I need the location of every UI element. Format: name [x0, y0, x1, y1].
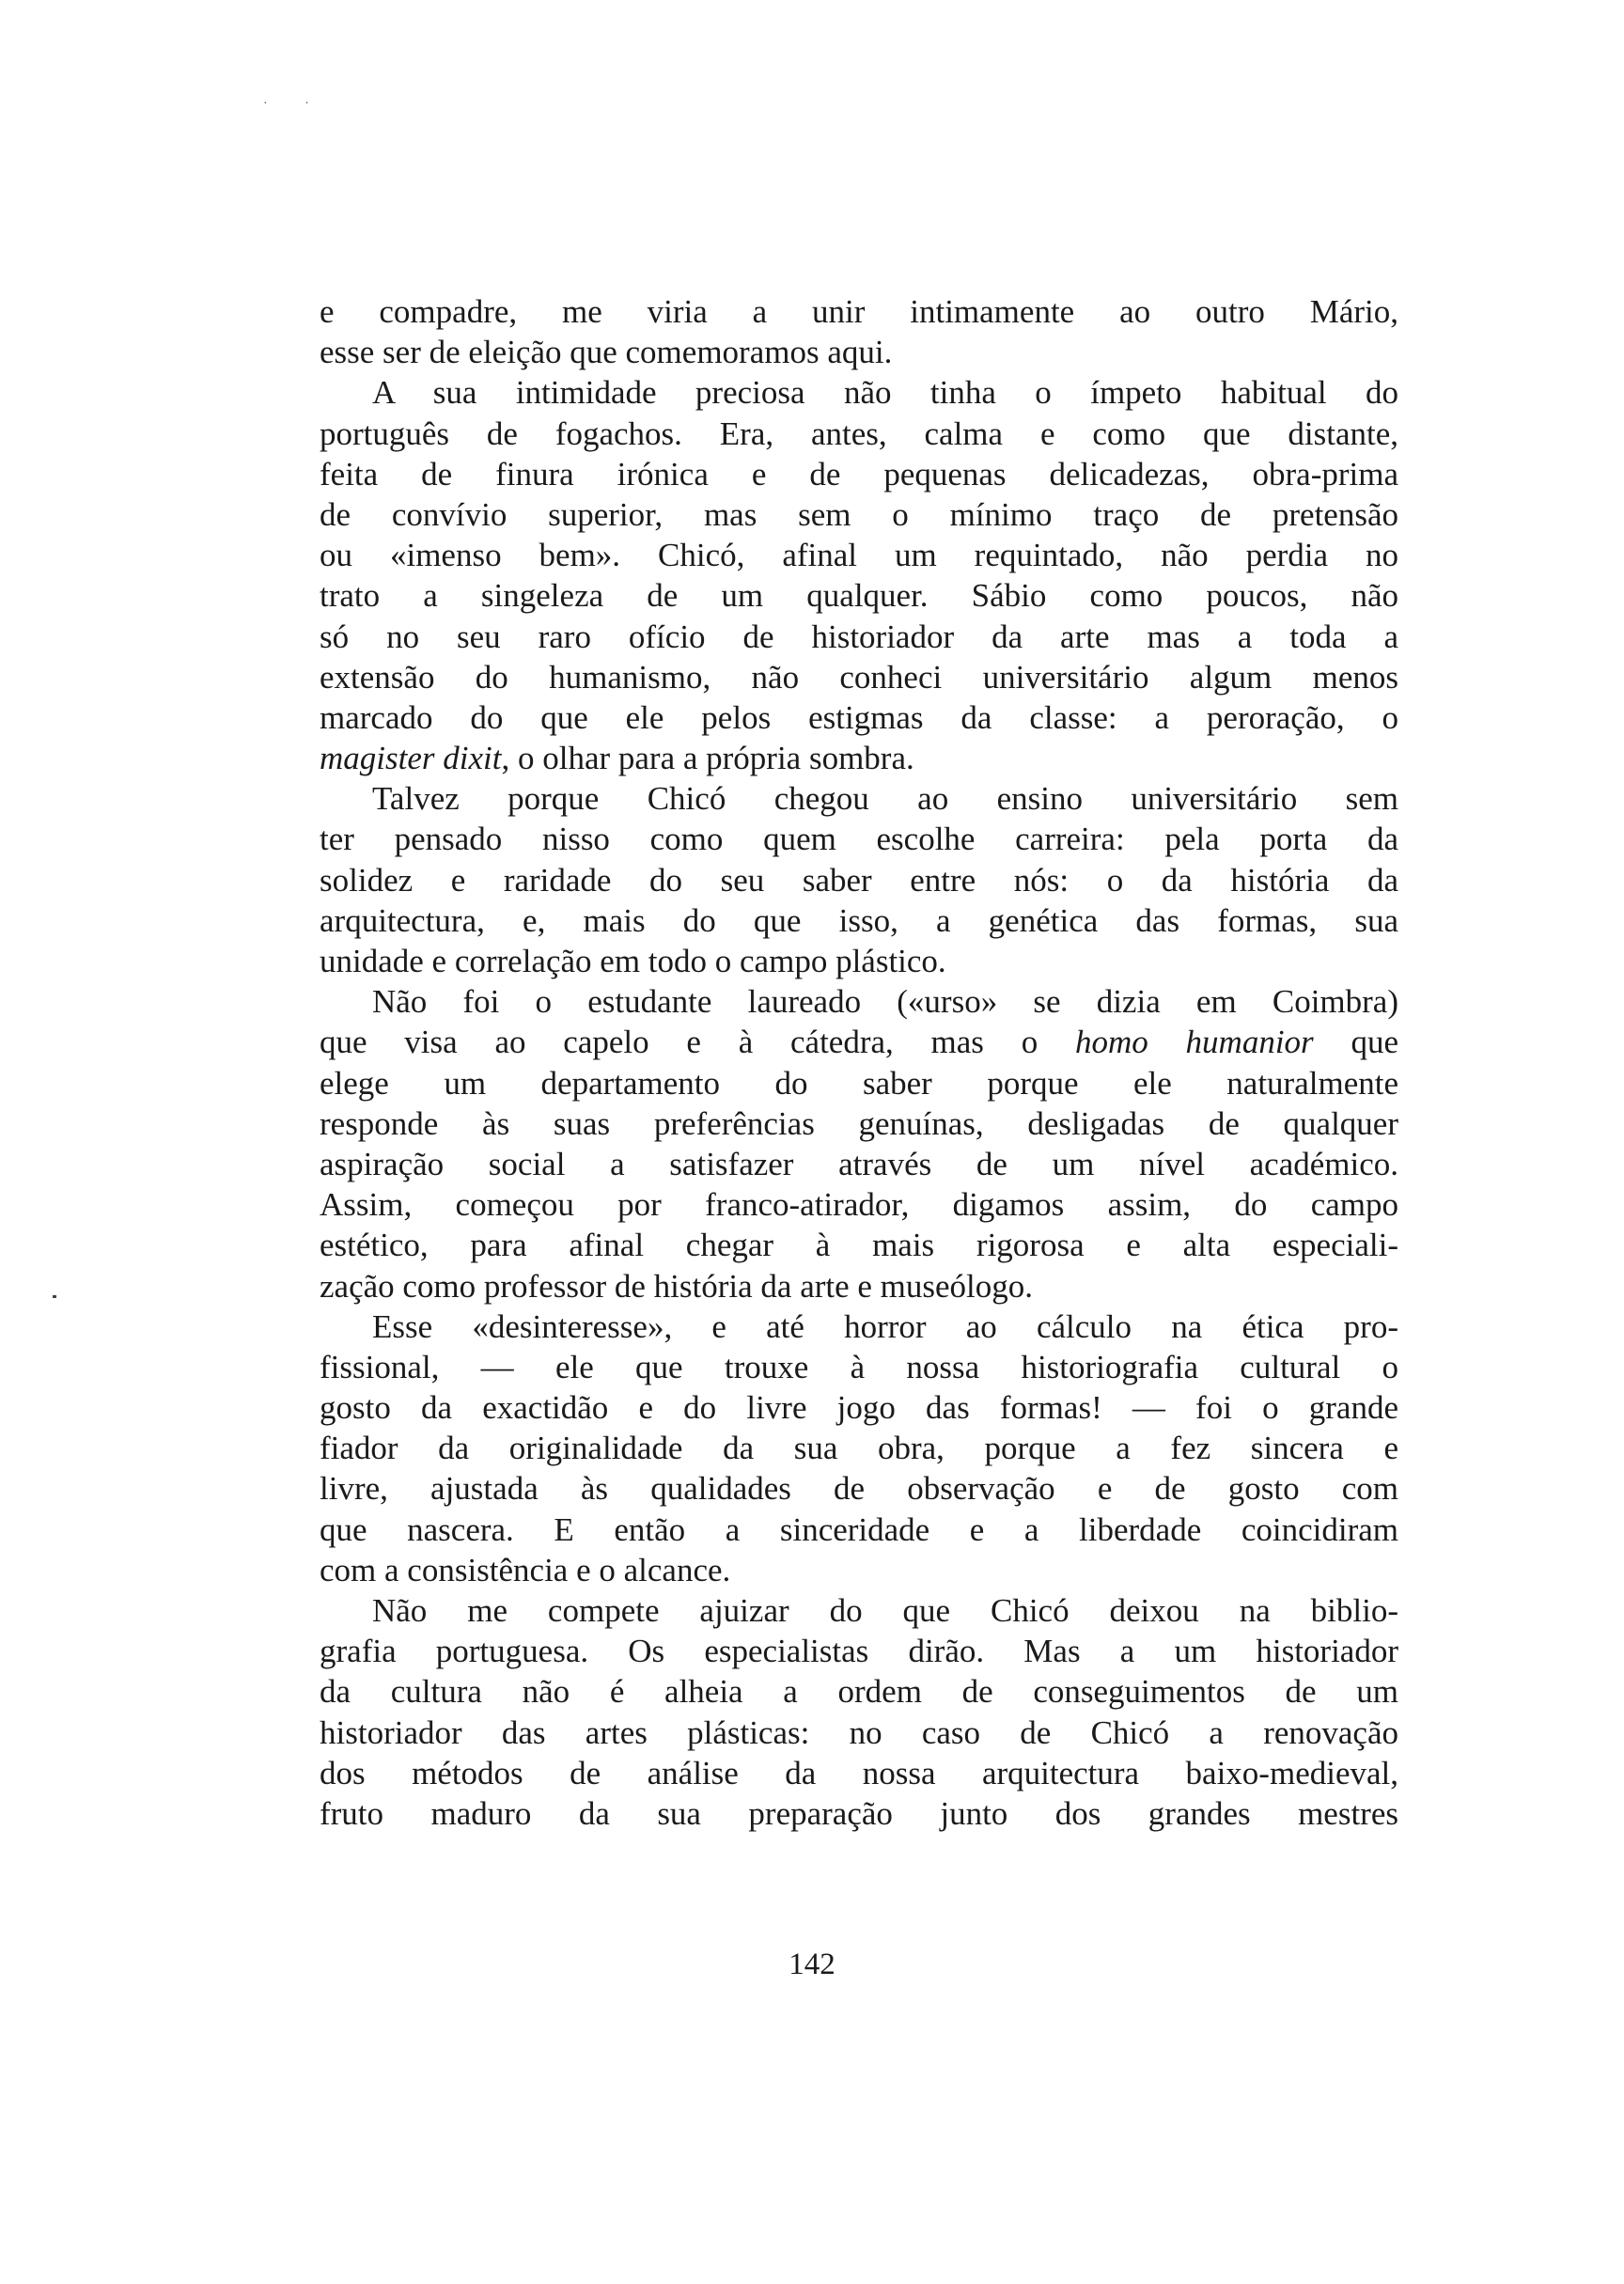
text-line	[320, 981, 1398, 1022]
text-line	[320, 1387, 1398, 1428]
text-line	[320, 617, 1398, 657]
text-line	[320, 900, 1398, 941]
text-run: responde às suas preferências genuínas, desligadas de qualquer	[320, 1104, 1398, 1142]
text-line	[320, 494, 1398, 535]
text-line	[320, 860, 1398, 900]
text-run: ou «imenso bem». Chicó, afinal um requintado, não perdia no	[320, 537, 1398, 574]
text-run: fiador da originalidade da sua obra, porque a fez sincera e	[320, 1430, 1398, 1467]
text-line	[320, 1063, 1398, 1103]
text-run: livre, ajustada às qualidades de observação e de gosto com	[320, 1470, 1398, 1508]
text-line	[320, 1266, 1398, 1306]
text-line	[320, 941, 1398, 981]
text-run: feita de finura irónica e de pequenas delicadezas, obra-prima	[320, 455, 1398, 493]
text-line	[320, 1103, 1398, 1144]
text-run: Não me compete ajuizar do que Chicó deixou na biblio-	[372, 1592, 1398, 1629]
text-run: com a consistência e o alcance.	[320, 1551, 731, 1588]
text-run: ter pensado nisso como quem escolhe carreira: pela porta da	[320, 821, 1398, 858]
text-line	[320, 819, 1398, 859]
text-line	[320, 1468, 1398, 1509]
text-line	[320, 332, 1398, 372]
italic-phrase: magister dixit	[320, 740, 502, 777]
text-line	[320, 1225, 1398, 1265]
text-line	[320, 738, 1398, 778]
text-run: que visa ao capelo e à cátedra, mas o	[320, 1024, 1075, 1061]
text-run: e compadre, me viria a unir intimamente ao outro Mário,	[320, 293, 1398, 330]
text-line	[320, 372, 1398, 413]
text-run: gosto da exactidão e do livre jogo das formas! — foi o grande	[320, 1389, 1398, 1427]
text-line	[320, 697, 1398, 738]
text-run: extensão do humanismo, não conheci universitário algum menos	[320, 658, 1398, 696]
text-run: da cultura não é alheia a ordem de conseguimentos de um	[320, 1673, 1398, 1711]
italic-phrase: homo humanior	[1075, 1024, 1314, 1061]
text-run: que	[1313, 1024, 1398, 1061]
text-run: de convívio superior, mas sem o mínimo traço de pretensão	[320, 495, 1398, 533]
text-line	[320, 1306, 1398, 1347]
text-run: que nascera. E então a sinceridade e a liberdade coincidiram	[320, 1510, 1398, 1548]
text-run: unidade e correlação em todo o campo plástico.	[320, 943, 946, 979]
text-line	[320, 1753, 1398, 1793]
text-run: Assim, começou por franco-atirador, digamos assim, do campo	[320, 1186, 1398, 1224]
text-line	[320, 1793, 1398, 1834]
text-run: A sua intimidade preciosa não tinha o ímpeto habitual do	[372, 374, 1398, 412]
text-line	[320, 454, 1398, 494]
text-line	[320, 1022, 1398, 1062]
text-line	[320, 1550, 1398, 1590]
text-run: dos métodos de análise da nossa arquitectura baixo-medieval,	[320, 1754, 1398, 1791]
text-run: Esse «desinteresse», e até horror ao cálculo na ética pro-	[372, 1307, 1398, 1345]
text-run: arquitectura, e, mais do que isso, a genética das formas, sua	[320, 901, 1398, 939]
scan-speck	[53, 1295, 56, 1298]
text-line	[320, 1510, 1398, 1550]
page-number: 142	[789, 1948, 835, 1981]
text-run: zação como professor de história da arte e museólogo.	[320, 1267, 1034, 1305]
text-line	[320, 1671, 1398, 1712]
text-run: esse ser de eleição que comemoramos aqui.	[320, 334, 893, 371]
text-line	[320, 1631, 1398, 1671]
text-line	[320, 1713, 1398, 1753]
text-line	[320, 291, 1398, 332]
text-run: português de fogachos. Era, antes, calma e como que distante,	[320, 415, 1398, 452]
text-run: grafia portuguesa. Os especialistas dirão. Mas a um historiador	[320, 1633, 1398, 1670]
text-line	[320, 535, 1398, 575]
scan-specks: · ·	[263, 97, 326, 111]
text-run: aspiração social a satisfazer através de um nível académico.	[320, 1145, 1398, 1182]
text-line	[320, 1347, 1398, 1387]
text-line	[320, 575, 1398, 616]
text-run: estético, para afinal chegar à mais rigorosa e alta especiali-	[320, 1227, 1398, 1264]
text-run: Talvez porque Chicó chegou ao ensino universitário sem	[372, 780, 1398, 818]
text-run: , o olhar para a própria sombra.	[501, 740, 914, 777]
text-run: fruto maduro da sua preparação junto dos grandes mestres	[320, 1794, 1398, 1832]
text-run: trato a singeleza de um qualquer. Sábio como poucos, não	[320, 577, 1398, 615]
text-line	[320, 778, 1398, 819]
text-run: só no seu raro ofício de historiador da arte mas a toda a	[320, 618, 1398, 655]
text-line	[320, 657, 1398, 697]
text-line	[320, 1184, 1398, 1225]
text-line	[320, 414, 1398, 454]
text-line	[320, 1428, 1398, 1468]
text-line	[320, 1590, 1398, 1631]
text-run: marcado do que ele pelos estigmas da classe: a peroração, o	[320, 698, 1398, 736]
text-run: fissional, — ele que trouxe à nossa historiografia cultural o	[320, 1348, 1398, 1385]
text-run: Não foi o estudante laureado («urso» se dizia em Coimbra)	[372, 983, 1398, 1021]
text-run: solidez e raridade do seu saber entre nós: o da história da	[320, 861, 1398, 899]
text-run: historiador das artes plásticas: no caso de Chicó a renovação	[320, 1713, 1398, 1751]
body-text	[320, 291, 1398, 1834]
text-line	[320, 1144, 1398, 1184]
text-run: elege um departamento do saber porque ele naturalmente	[320, 1064, 1398, 1102]
